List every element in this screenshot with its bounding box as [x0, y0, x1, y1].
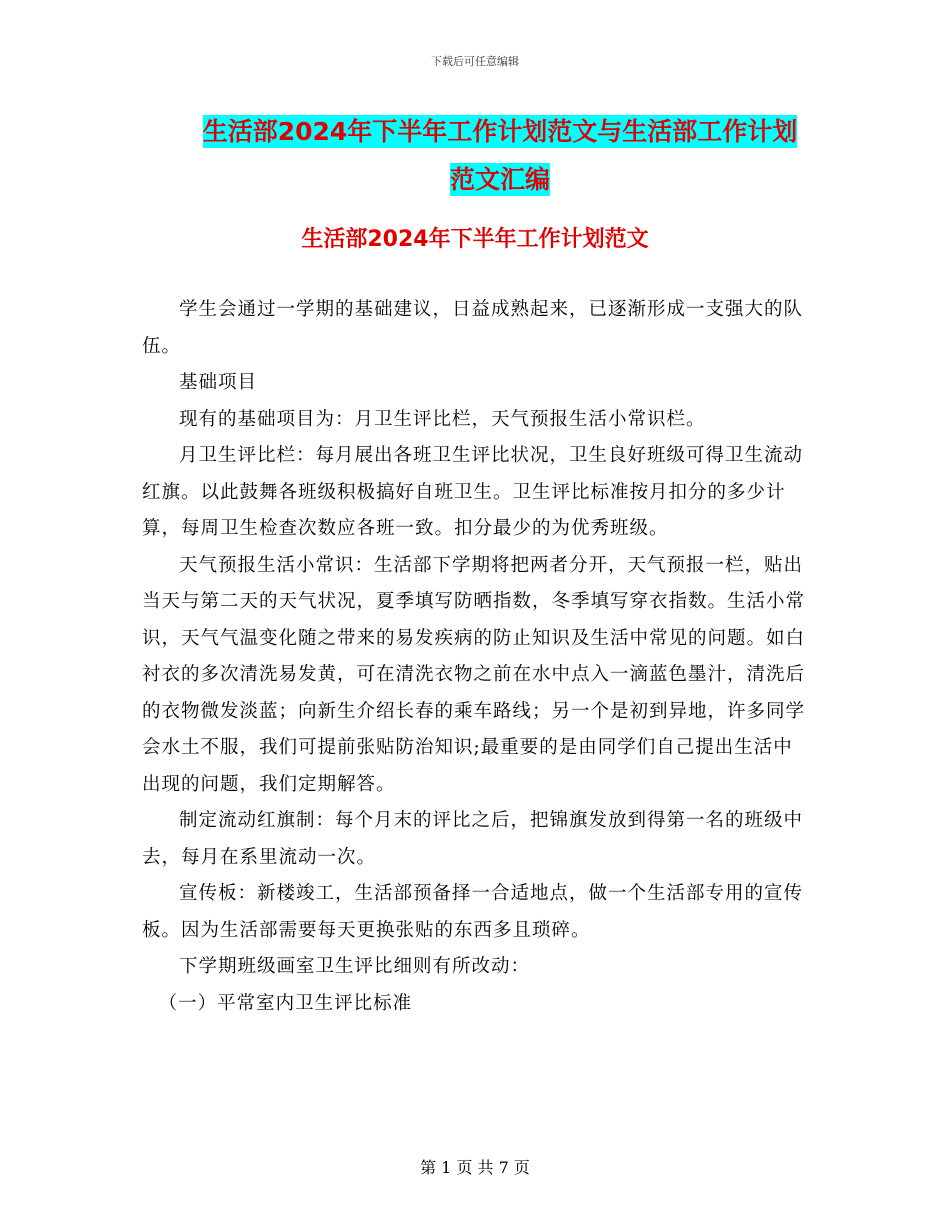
paragraph: 现有的基础项目为：月卫生评比栏，天气预报生活小常识栏。	[179, 408, 706, 430]
page-header: 下载后可任意编辑	[431, 55, 519, 68]
paragraph: 月卫生评比栏：每月展出各班卫生评比状况，卫生良好班级可得卫生流动红旗。以此鼓舞各班级积极搞好自班卫生。卫生评比标准按月扣分的多少计算，每周卫生检查次数应各班一致。扣分最少的为优秀班级。	[142, 445, 804, 539]
title-line-1: 生活部2024年下半年工作计划范文与生活部工作计划	[202, 117, 798, 146]
paragraph: 制定流动红旗制：每个月末的评比之后，把锦旗发放到得第一名的班级中去，每月在系里流动一次。	[142, 810, 804, 868]
paragraph: （一）平常室内卫生评比标准	[158, 992, 413, 1014]
paragraph: 下学期班级画室卫生评比细则有所改动：	[179, 956, 531, 977]
section-title: 生活部2024年下半年工作计划范文	[301, 227, 649, 252]
paragraph: 学生会通过一学期的基础建议，日益成熟起来，已逐渐形成一支强大的队伍。	[142, 299, 804, 357]
document-title	[140, 108, 860, 204]
paragraph: 天气预报生活小常识：生活部下学期将把两者分开，天气预报一栏，贴出当天与第二天的天气状况，夏季填写防晒指数，冬季填写穿衣指数。生活小常识，天气气温变化随之带来的易发疾病的防止知识及生活中常见的问题。如白衬衣的多次清洗易发黄，可在清洗衣物之前在水中点入一滴蓝色墨汁，清洗后的衣物微发淡蓝；向新生介绍长春的乘车路线；另一个是初到异地，许多同学会水土不服，我们可提前张贴防治知识;最重要的是由同学们自己提出生活中出现的问题，我们定期解答。	[142, 554, 806, 795]
paragraph: 基础项目	[179, 372, 258, 393]
title-line-2: 范文汇编	[449, 165, 550, 194]
paragraph: 宣传板：新楼竣工，生活部预备择一合适地点，做一个生活部专用的宣传板。因为生活部需要每天更换张贴的东西多且琐碎。	[142, 883, 804, 941]
document-body	[142, 292, 807, 1022]
page-footer: 第 1 页 共 7 页	[420, 1158, 530, 1177]
